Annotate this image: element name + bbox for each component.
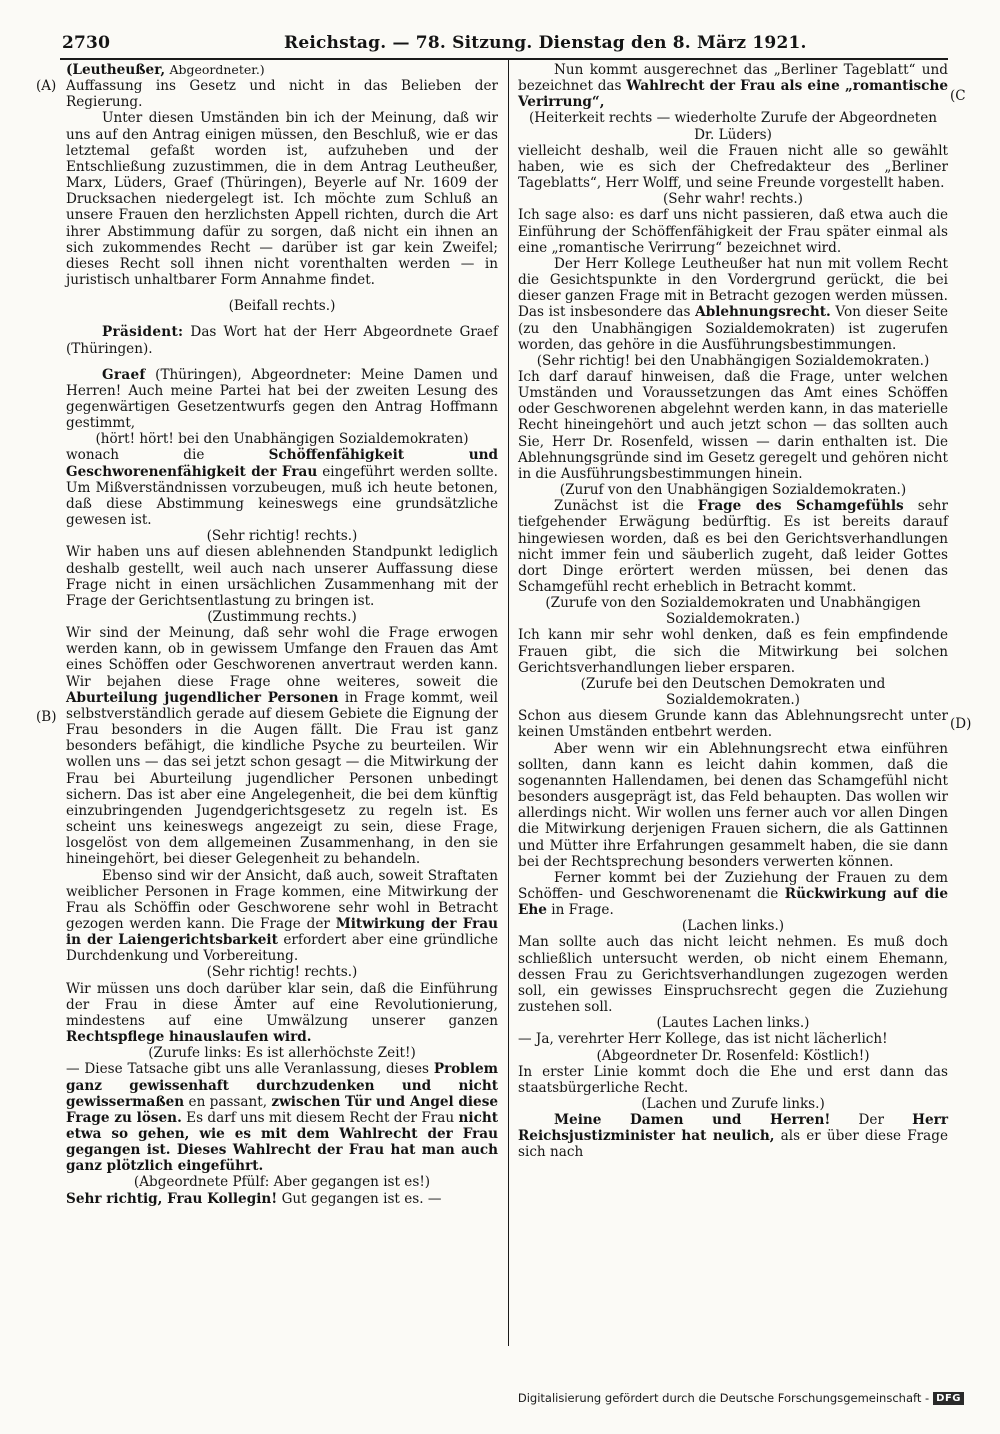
interjection: (Lachen und Zurufe links.) [641,1096,825,1112]
speaker-name: Graef [102,366,146,383]
paragraph: Ich sage also: es darf uns nicht passieren, daß etwa auch die Einführung der Schöffenfähigkeit der Frau später einmal als eine „romantische Verirrung“ bezeichnet wird. [518,207,948,256]
interjection: (Sehr wahr! rechts.) [663,191,803,208]
digitization-credit [518,1391,964,1405]
interjection: (Zurufe links: Es ist allerhöchste Zeit!) [148,1045,416,1062]
credit-text: Digitalisierung gefördert durch die Deutsche Forschungsgemeinschaft - [517,1391,930,1405]
right-column [518,62,948,1161]
paragraph: Aber wenn wir ein Ablehnungsrecht etwa einführen sollten, dann kann es leicht dahin kommen, daß die sogenannten Hallendamen, bei denen das Schamgefühl nicht besonders ausgeprägt ist, das Feld behaupten. Das wollen wir allerdings nicht. Wir wollen uns ferner auch vor allen Dingen die Mitwirkung derjenigen Frauen sichern, die als Gattinnen und Mütter ihre Erfahrungen gesammelt haben, die sie dann bei der Rechtsprechung besonders verwerten können. [518,740,948,870]
paragraph: Ferner kommt bei der Zuziehung der Frauen zu dem Schöffen- und Geschworenenamt die Rückwirkung auf die Ehe in Frage. [518,869,948,919]
interjection: (Zuruf von den Unabhängigen Sozialdemokraten.) [559,482,907,499]
paragraph: Ich darf darauf hinweisen, daß die Frage, unter welchen Umständen und Voraussetzungen das Amt eines Schöffen oder Geschworenen abgelehnt werden kann, in das materielle Recht hineingehört und auch jetzt schon — das sollten auch Sie, Herr Dr. Rosenfeld, wissen — darin enthalten ist. Die Ablehnungsgründe sind im Gesetz geregelt und gehören nicht in die Ausführungsbestimmungen hinein. [518,368,948,482]
interjection: (Zurufe von den Sozialdemokraten und Unabhängigen Sozialdemokraten.) [545,595,921,628]
interjection: (Zurufe bei den Deutschen Demokraten und Sozialdemokraten.) [580,675,886,709]
paragraph: Ebenso sind wir der Ansicht, daß auch, soweit Straftaten weiblicher Personen in Frage kommen, eine Mitwirkung der Frau als Schöffin oder Geschworene sehr wohl in Betracht gezogen werden kann. Die Frage der Mitwirkung der Frau in der Laiengerichtsbarkeit erfordert aber eine gründliche Durchdenkung und Vorbereitung. [66,867,498,965]
paragraph: Man sollte auch das nicht leicht nehmen. Es muß doch schließlich untersucht werden, ob nicht einem Ehemann, dessen Frau zu Gerichtsverhandlungen zugezogen werden soll, ein gewisses Einspruchsrecht gegen die Zuziehung zustehen soll. [518,934,948,1016]
paragraph: Wir sind der Meinung, daß sehr wohl die Frage erwogen werden kann, ob in gewissem Umfange den Frauen das Amt eines Schöffen oder Geschworenen anvertraut werden kann. Wir bejahen diese Frage ohne weiteres, soweit die Aburteilung jugendlicher Personen in Frage kommt, weil selbstverständlich gerade auf diesem Gebiete die Eignung der Frau besonders in die Augen fällt. Die Frau ist ganz besonders befähigt, die kindliche Psyche zu beurteilen. Wir wollen uns — das sei jetzt schon gesagt — die Mitwirkung der Frau bei Aburteilung jugendlicher Personen unbedingt sichern. Das ist aber eine Angelegenheit, die bei dem künftig einzubringenden Jugendgerichtsgesetz zu regeln ist. Es scheint uns keineswegs angezeigt zu sein, diese Frage, losgelöst von dem allgemeinen Zusammenhang, in den sie hineingehört, bei dieser Gelegenheit zu behandeln. [66,625,498,868]
paragraph: — Diese Tatsache gibt uns alle Veranlassung, dieses Problem ganz gewissenhaft durchzudenken und nicht gewissermaßen en passant, zwischen Tür und Angel diese Frage zu lösen. Es darf uns mit diesem Recht der Frau nicht etwa so gehen, wie es mit dem Wahlrecht der Frau gegangen ist. Dieses Wahlrecht der Frau hat man auch ganz plötzlich eingeführt. [66,1061,499,1175]
interjection: (Abgeordneter Dr. Rosenfeld: Köstlich!) [596,1047,870,1064]
header-rule [60,58,948,60]
margin-mark-b: (B) [36,709,57,725]
page-header [62,33,948,59]
dfg-logo-icon: DFG [933,1392,964,1405]
paragraph: Graef (Thüringen), Abgeordneter: Meine Damen und Herren! Auch meine Partei hat bei der zweiten Lesung des gegenwärtigen Gesetzentwurfs gegen den Antrag Hoffmann gestimmt, [66,366,498,432]
interjection: (Sehr richtig! rechts.) [206,528,358,545]
interjection: (Sehr richtig! rechts.) [206,964,358,981]
paragraph: Nun kommt ausgerechnet das „Berliner Tageblatt“ und bezeichnet das Wahlrecht der Frau als eine „romantische Verirrung“, [518,62,948,111]
paragraph: — Ja, verehrter Herr Kollege, das ist nicht lächerlich! [518,1031,888,1048]
paragraph: Ich kann mir sehr wohl denken, daß es fein empfindende Frauen gibt, die sich die Mitwirkung bei solchen Gerichtsverhandlungen lieber ersparen. [518,627,948,676]
interjection: (Beifall rechts.) [228,298,336,315]
interjection: (Abgeordnete Pfülf: Aber gegangen ist es!) [133,1174,431,1191]
paragraph: Wir haben uns auf diesen ablehnenden Standpunkt lediglich deshalb gestellt, weil auch nach unserer Auffassung diese Frage nicht in einen ursächlichen Zusammenhang mit der Frage der Gerichtsentlastung zu bringen ist. [66,544,498,609]
continuation-speaker-line [66,62,498,78]
left-column [66,62,498,1207]
interjection: (Lautes Lachen links.) [656,1015,810,1032]
paragraph: Zunächst ist die Frage des Schamgefühls sehr tiefgehender Erwägung bedürftig. Es ist bereits darauf hingewiesen worden, daß es bei den Gerichtsverhandlungen nicht immer fein und säuberlich zugeht, daß leider Gottes dort Dinge erörtert werden müssen, bei denen das Schamgefühl recht erheblich in Betracht kommt. [518,498,949,595]
margin-mark-d: (D) [950,716,972,732]
speaker-name: (Leutheußer, [66,62,166,78]
interjection: (Lachen links.) [681,918,785,935]
interjection: (hört! hört! bei den Unabhängigen Sozialdemokraten) [95,431,469,448]
interjection: (Heiterkeit rechts — wiederholte Zurufe der Abgeordneten Dr. Lüders) [528,110,938,143]
paragraph: Sehr richtig, Frau Kollegin! Gut gegangen ist es. — [66,1190,442,1207]
paragraph: Schon aus diesem Grunde kann das Ablehnungsrecht unter keinen Umständen entbehrt werden. [518,708,948,741]
paragraph: wonach die Schöffenfähigkeit und Geschworenenfähigkeit der Frau eingeführt werden sollte. Um Mißverständnissen vorzubeugen, muß ich heute betonen, daß diese Abstimmung keineswegs eine grundsätzliche gewesen ist. [66,447,498,529]
page-title: Reichstag. — 78. Sitzung. Dienstag den 8. März 1921. [284,33,807,53]
speaker-name: Präsident: [102,324,184,341]
column-divider [508,60,509,1346]
paragraph: Meine Damen und Herren! Der Herr Reichsjustizminister hat neulich, als er über diese Frage sich nach [518,1112,949,1161]
paragraph: Der Herr Kollege Leutheußer hat nun mit vollem Recht die Gesichtspunkte in den Vordergrund gerückt, die bei dieser ganzen Frage mit in Betracht gezogen werden müssen. Das ist insbesondere das Ablehnungsrecht. Von dieser Seite (zu den Unabhängigen Sozialdemokraten) ist zugerufen worden, das gehöre in die Ausführungsbestimmungen. [518,255,948,353]
paragraph: Auffassung ins Gesetz und nicht in das Belieben der Regierung. [66,78,498,111]
paragraph: Präsident: Das Wort hat der Herr Abgeordnete Graef (Thüringen). [66,324,498,357]
margin-mark-c: (C [950,88,966,104]
paragraph: Wir müssen uns doch darüber klar sein, daß die Einführung der Frau in diese Ämter auf eine Revolutionierung, mindestens auf eine Umwälzung unserer ganzen Rechtspflege hinauslaufen wird. [66,980,498,1046]
speaker-role: Abgeordneter.) [169,62,265,77]
paragraph: vielleicht deshalb, weil die Frauen nicht alle so gewählt haben, wie es sich der Chefredakteur des „Berliner Tageblatts“, Herr Wolff, und seine Freunde vorgestellt haben. [518,142,948,192]
interjection: (Sehr richtig! bei den Unabhängigen Sozialdemokraten.) [536,352,930,369]
page-number: 2730 [62,33,111,53]
paragraph: In erster Linie kommt doch die Ehe und erst dann das staatsbürgerliche Recht. [518,1063,948,1096]
margin-mark-a: (A) [36,78,57,94]
paragraph: Unter diesen Umständen bin ich der Meinung, daß wir uns auf den Antrag einigen müssen, den Beschluß, wie er das letztemal gefaßt worden ist, aufzuheben und der Entschließung zuzustimmen, die in dem Antrag Leutheußer, Marx, Lüders, Graef (Thüringen), Beyerle auf Nr. 1609 der Drucksachen niedergelegt ist. Ich möchte zum Schluß an unsere Frauen den herzlichsten Appell richten, durch die Art ihrer Abstimmung dafür zu sorgen, daß nicht ein ihnen an sich zukommendes Recht — darüber ist gar kein Zweifel; dieses Recht soll ihnen nicht vorenthalten werden — in juristisch unhaltbarer Form Annahme findet. [66,110,498,289]
interjection: (Zustimmung rechts.) [207,609,357,625]
